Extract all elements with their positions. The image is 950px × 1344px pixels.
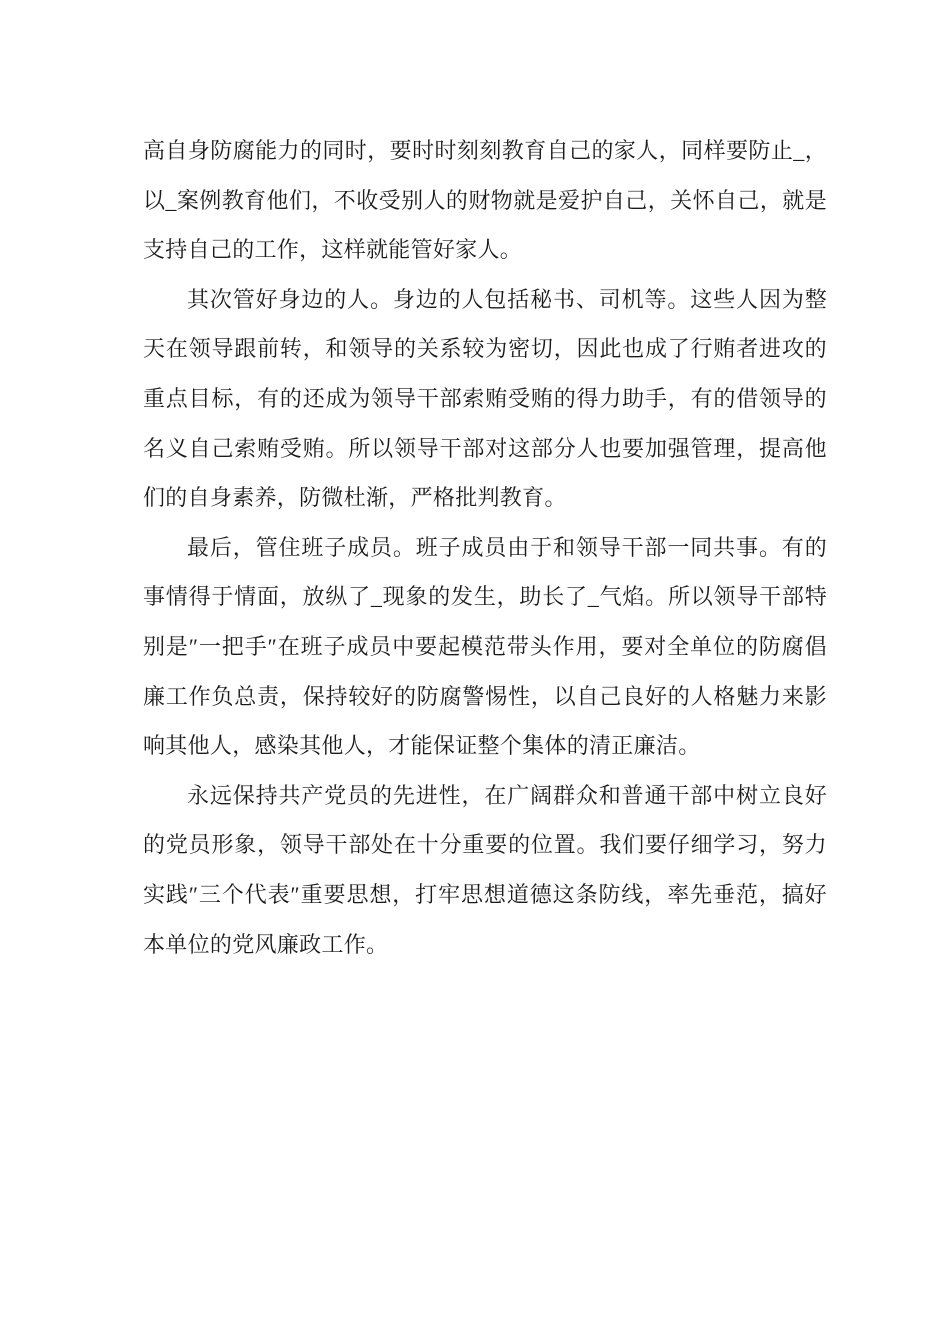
document-text-block (143, 126, 827, 969)
paragraph-4: 永远保持共产党员的先进性，在广阔群众和普通干部中树立良好的党员形象，领导干部处在十分重要的位置。我们要仔细学习，努力实践″三个代表″重要思想，打牢思想道德这条防线，率先垂范，搞好本单位的党风廉政工作。 (143, 782, 827, 957)
paragraph-3: 最后，管住班子成员。班子成员由于和领导干部一同共事。有的事情得于情面，放纵了_现象的发生，助长了_气焰。所以领导干部特别是″一把手″在班子成员中要起模范带头作用，要对全单位的防腐倡廉工作负总责，保持较好的防腐警惕性，以自己良好的人格魅力来影响其他人，感染其他人，才能保证整个集体的清正廉洁。 (143, 534, 827, 759)
paragraph-1: 高自身防腐能力的同时，要时时刻刻教育自己的家人，同样要防止_，以_案例教育他们，不收受别人的财物就是爱护自己，关怀自己，就是支持自己的工作，这样就能管好家人。 (143, 138, 827, 263)
paragraph-2: 其次管好身边的人。身边的人包括秘书、司机等。这些人因为整天在领导跟前转，和领导的关系较为密切，因此也成了行贿者进攻的重点目标，有的还成为领导干部索贿受贿的得力助手，有的借领导的名义自己索贿受贿。所以领导干部对这部分人也要加强管理，提高他们的自身素养，防微杜渐，严格批判教育。 (143, 286, 827, 511)
